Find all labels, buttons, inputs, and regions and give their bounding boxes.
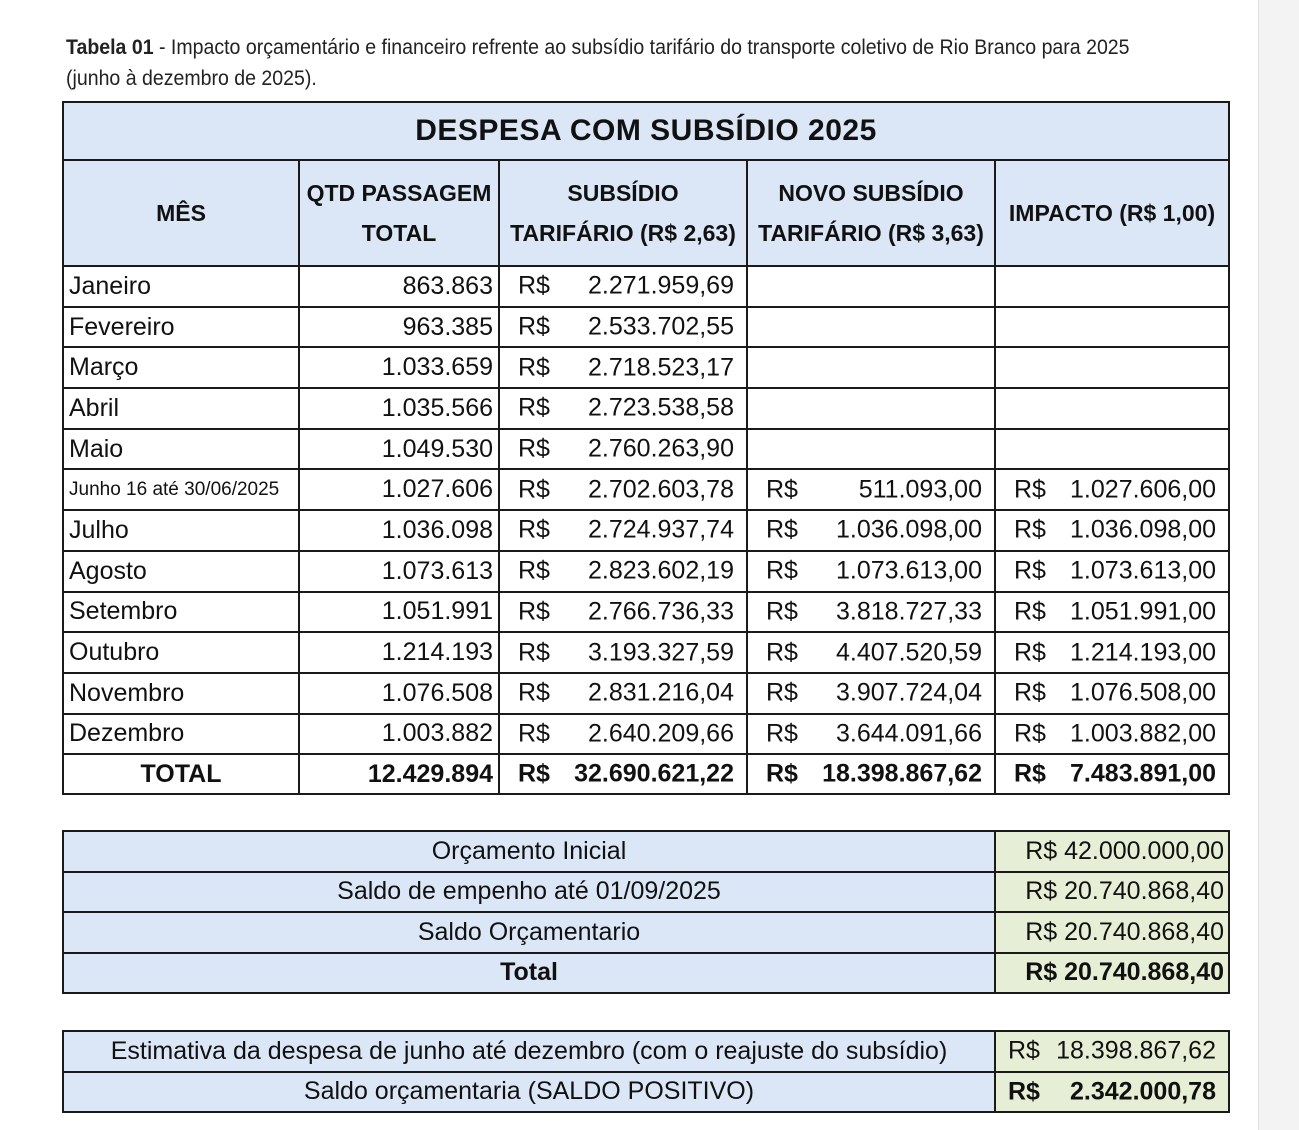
- subsidy-cell: R$ 2.724.937,74: [499, 510, 747, 551]
- impact-cell: R$ 1.076.508,00: [995, 673, 1229, 714]
- new-subsidy-cell: R$ 3.907.724,04: [747, 673, 995, 714]
- header-impact: IMPACTO (R$ 1,00): [995, 160, 1229, 266]
- table-row: [63, 714, 1229, 755]
- quantity-cell: 1.035.566: [299, 388, 499, 429]
- total-new-subsidy: R$ 18.398.867,62: [747, 754, 995, 794]
- new-subsidy-cell: R$ 4.407.520,59: [747, 632, 995, 673]
- impact-cell: R$ 1.036.098,00: [995, 510, 1229, 551]
- month-cell: Dezembro: [63, 714, 299, 755]
- estimate-value: R$ 18.398.867,62: [995, 1031, 1229, 1072]
- budget-commitment-value: R$ 20.740.868,40: [995, 872, 1229, 913]
- impact-cell: R$ 1.003.882,00: [995, 714, 1229, 755]
- table-row: [63, 551, 1229, 592]
- quantity-cell: 1.003.882: [299, 714, 499, 755]
- budget-total-value: R$ 20.740.868,40: [995, 953, 1229, 994]
- quantity-cell: 1.073.613: [299, 551, 499, 592]
- table-row: [63, 429, 1229, 470]
- quantity-cell: 1.033.659: [299, 347, 499, 388]
- month-cell: Junho 16 até 30/06/2025: [63, 469, 299, 510]
- impact-cell: [995, 388, 1229, 429]
- subsidy-cell: R$ 3.193.327,59: [499, 632, 747, 673]
- positive-balance-label: Saldo orçamentaria (SALDO POSITIVO): [63, 1072, 995, 1113]
- month-cell: Abril: [63, 388, 299, 429]
- table-row: [63, 592, 1229, 633]
- budget-total-label: Total: [63, 953, 995, 994]
- quantity-cell: 963.385: [299, 307, 499, 348]
- impact-cell: [995, 266, 1229, 307]
- month-cell: Março: [63, 347, 299, 388]
- new-subsidy-cell: R$ 511.093,00: [747, 469, 995, 510]
- total-label: TOTAL: [63, 754, 299, 794]
- budget-balance-value: R$ 20.740.868,40: [995, 912, 1229, 953]
- new-subsidy-cell: [747, 266, 995, 307]
- new-subsidy-cell: R$ 1.036.098,00: [747, 510, 995, 551]
- impact-cell: [995, 429, 1229, 470]
- total-impact: R$ 7.483.891,00: [995, 754, 1229, 794]
- budget-commitment-label: Saldo de empenho até 01/09/2025: [63, 872, 995, 913]
- table-row: [63, 307, 1229, 348]
- month-cell: Novembro: [63, 673, 299, 714]
- month-cell: Maio: [63, 429, 299, 470]
- header-quantity: QTD PASSAGEM TOTAL: [299, 160, 499, 266]
- header-subsidy: SUBSÍDIO TARIFÁRIO (R$ 2,63): [499, 160, 747, 266]
- caption-text: - Impacto orçamentário e financeiro refrente ao subsídio tarifário do transporte coletivo de Rio Branco para 2025: [153, 36, 1130, 59]
- quantity-cell: 1.214.193: [299, 632, 499, 673]
- table-row: [63, 347, 1229, 388]
- caption-line2: (junho à dezembro de 2025).: [66, 67, 317, 90]
- table-row: [63, 266, 1229, 307]
- new-subsidy-cell: R$ 1.073.613,00: [747, 551, 995, 592]
- table-caption: [66, 32, 1145, 94]
- new-subsidy-cell: R$ 3.818.727,33: [747, 592, 995, 633]
- header-month: MÊS: [63, 160, 299, 266]
- table-row: [63, 632, 1229, 673]
- quantity-cell: 1.027.606: [299, 469, 499, 510]
- month-cell: Outubro: [63, 632, 299, 673]
- subsidy-cell: R$ 2.640.209,66: [499, 714, 747, 755]
- subsidy-cell: R$ 2.723.538,58: [499, 388, 747, 429]
- estimate-table: [62, 1030, 1230, 1113]
- estimate-label: Estimativa da despesa de junho até dezembro (com o reajuste do subsídio): [63, 1031, 995, 1072]
- new-subsidy-cell: [747, 307, 995, 348]
- impact-cell: R$ 1.051.991,00: [995, 592, 1229, 633]
- budget-initial-value: R$ 42.000.000,00: [995, 831, 1229, 872]
- quantity-cell: 863.863: [299, 266, 499, 307]
- page-edge-strip: [1258, 0, 1299, 1130]
- month-cell: Agosto: [63, 551, 299, 592]
- subsidy-cell: R$ 2.533.702,55: [499, 307, 747, 348]
- impact-cell: [995, 347, 1229, 388]
- impact-cell: [995, 307, 1229, 348]
- budget-table: [62, 830, 1230, 994]
- quantity-cell: 1.051.991: [299, 592, 499, 633]
- month-cell: Janeiro: [63, 266, 299, 307]
- total-row: [63, 754, 1229, 794]
- subsidy-cell: R$ 2.766.736,33: [499, 592, 747, 633]
- subsidy-cell: R$ 2.823.602,19: [499, 551, 747, 592]
- budget-initial-label: Orçamento Inicial: [63, 831, 995, 872]
- new-subsidy-cell: R$ 3.644.091,66: [747, 714, 995, 755]
- budget-balance-label: Saldo Orçamentario: [63, 912, 995, 953]
- table-row: [63, 469, 1229, 510]
- table-row: [63, 388, 1229, 429]
- caption-label: Tabela 01: [66, 36, 154, 59]
- subsidy-table: [62, 101, 1230, 795]
- table-row: [63, 510, 1229, 551]
- subsidy-cell: R$ 2.718.523,17: [499, 347, 747, 388]
- table-row: [63, 673, 1229, 714]
- impact-cell: R$ 1.027.606,00: [995, 469, 1229, 510]
- subsidy-cell: R$ 2.271.959,69: [499, 266, 747, 307]
- month-cell: Fevereiro: [63, 307, 299, 348]
- table-title: DESPESA COM SUBSÍDIO 2025: [63, 102, 1229, 160]
- new-subsidy-cell: [747, 388, 995, 429]
- impact-cell: R$ 1.214.193,00: [995, 632, 1229, 673]
- quantity-cell: 1.076.508: [299, 673, 499, 714]
- new-subsidy-cell: [747, 347, 995, 388]
- subsidy-cell: R$ 2.702.603,78: [499, 469, 747, 510]
- positive-balance-value: R$ 2.342.000,78: [995, 1072, 1229, 1113]
- quantity-cell: 1.036.098: [299, 510, 499, 551]
- total-subsidy: R$ 32.690.621,22: [499, 754, 747, 794]
- subsidy-cell: R$ 2.760.263,90: [499, 429, 747, 470]
- total-quantity: 12.429.894: [299, 754, 499, 794]
- quantity-cell: 1.049.530: [299, 429, 499, 470]
- month-cell: Julho: [63, 510, 299, 551]
- month-cell: Setembro: [63, 592, 299, 633]
- impact-cell: R$ 1.073.613,00: [995, 551, 1229, 592]
- header-new-subsidy: NOVO SUBSÍDIO TARIFÁRIO (R$ 3,63): [747, 160, 995, 266]
- subsidy-cell: R$ 2.831.216,04: [499, 673, 747, 714]
- new-subsidy-cell: [747, 429, 995, 470]
